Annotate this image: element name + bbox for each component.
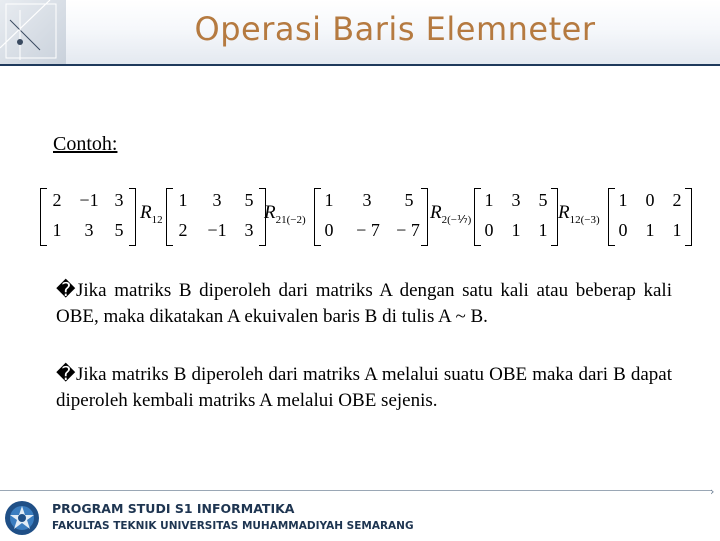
bullet-marker: � [56, 364, 76, 385]
page-title: Operasi Baris Elemneter [194, 10, 596, 48]
matrix-cell: 2 [178, 220, 188, 240]
matrix-4 [474, 188, 558, 246]
example-label: Contoh: [53, 133, 118, 155]
matrix-bracket-right [421, 188, 428, 246]
matrix-bracket-right [685, 188, 692, 246]
matrix-cell: 5 [244, 190, 254, 210]
matrix-5 [608, 188, 692, 246]
matrix-cell: 1 [178, 190, 188, 210]
matrix-cell: − 7 [396, 220, 420, 240]
matrix-cell: 1 [52, 220, 62, 240]
matrix-cell: 1 [324, 190, 334, 210]
matrix-1 [40, 188, 136, 246]
footer-program-name: PROGRAM STUDI S1 INFORMATIKA [52, 501, 295, 516]
matrix-cell: 3 [244, 220, 254, 240]
university-seal-icon [4, 500, 40, 536]
matrix-cell: 1 [484, 190, 494, 210]
matrix-cell: 3 [362, 190, 372, 210]
row-operation: $R_{12(-3)}$ [558, 202, 600, 226]
matrix-cell: −1 [79, 190, 99, 210]
bullet-text: Jika matriks B diperoleh dari matriks A melalui suatu OBE maka dari B dapat diperoleh kembali matriks A melalui OBE sejenis. [56, 364, 672, 411]
matrix-cell: 5 [404, 190, 414, 210]
row-operation: $R_{12}$ [140, 202, 163, 226]
matrix-cell: −1 [207, 220, 227, 240]
matrix-cell: 0 [645, 190, 655, 210]
bullet-paragraph-2 [56, 362, 672, 414]
matrix-cell: 5 [114, 220, 124, 240]
matrix-cell: 2 [52, 190, 62, 210]
matrix-cell: 1 [645, 220, 655, 240]
matrix-cell: 3 [114, 190, 124, 210]
row-operation: $R_{21(-2)}$ [264, 202, 306, 226]
matrix-bracket-right [551, 188, 558, 246]
header-logo-graphic [0, 0, 66, 64]
slide-header [0, 0, 720, 66]
matrix-cell: 5 [538, 190, 548, 210]
matrix-cell: 0 [324, 220, 334, 240]
matrix-cell: 3 [84, 220, 94, 240]
row-operation: $R_{2(-⅐)}$ [430, 202, 472, 226]
matrix-cell: 0 [618, 220, 628, 240]
matrix-2 [166, 188, 266, 246]
matrix-cell: 2 [672, 190, 682, 210]
matrix-cell: − 7 [356, 220, 380, 240]
header-divider [0, 64, 720, 66]
bullet-marker: � [56, 280, 76, 301]
footer-divider [0, 490, 712, 491]
matrix-3 [314, 188, 428, 246]
footer-faculty-name: FAKULTAS TEKNIK UNIVERSITAS MUHAMMADIYAH SEMARANG [52, 520, 414, 532]
matrix-cell: 1 [538, 220, 548, 240]
matrix-cell: 1 [511, 220, 521, 240]
matrix-sequence [40, 188, 700, 248]
matrix-cell: 0 [484, 220, 494, 240]
bullet-text: Jika matriks B diperoleh dari matriks A dengan satu kali atau beberap kali OBE, maka dikatakan A ekuivalen baris B di tulis A ~ B. [56, 280, 672, 327]
matrix-bracket-right [129, 188, 136, 246]
chevron-right-icon: › [710, 485, 715, 498]
matrix-cell: 1 [618, 190, 628, 210]
bullet-paragraph-1 [56, 278, 672, 330]
matrix-cell: 3 [212, 190, 222, 210]
matrix-cell: 1 [672, 220, 682, 240]
matrix-cell: 3 [511, 190, 521, 210]
